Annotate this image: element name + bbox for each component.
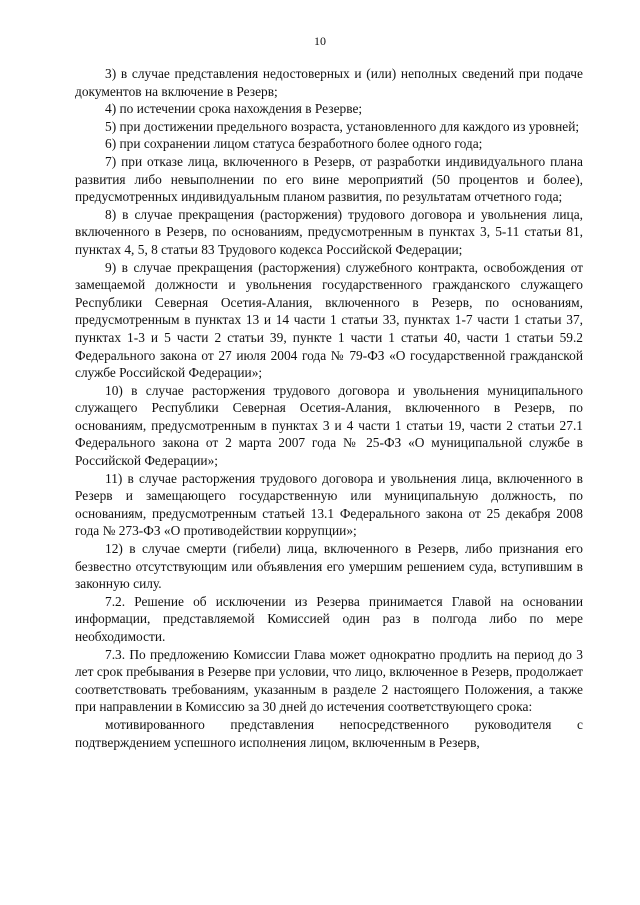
paragraph-item-6: 6) при сохранении лицом статуса безработного более одного года; xyxy=(105,136,483,152)
paragraph-item-11: 11) в случае расторжения трудового договора и увольнения лица, включенного в Резерв и замещающего государственную или муниципальную должность, по основаниям, предусмотренным статьей 13.1 Федерального закона от 25 декабря 2008 года № 273-ФЗ «О противодействии коррупции»; xyxy=(75,470,583,539)
paragraph-item-4: 4) по истечении срока нахождения в Резерве; xyxy=(105,101,363,117)
paragraph-item-5: 5) при достижении предельного возраста, установленного для каждого из уровней; xyxy=(105,118,580,134)
paragraph-clause-7-3: 7.3. По предложению Комиссии Глава может однократно продлить на период до 3 лет срок пребывания в Резерве при условии, что лицо, включенное в Резерв, продолжает соответствовать требованиям, указанным в разделе 2 настоящего Положения, а также при направлении в Комиссию за 30 дней до истечения соответствующего срока: xyxy=(75,646,583,715)
paragraph-item-10: 10) в случае расторжения трудового договора и увольнения муниципального служащего Республики Северная Осетия-Алания, включенного в Резерв, по основаниям, предусмотренным в пунктах 3 и 4 части 1 статьи 19, части 2 статьи 27.1 Федерального закона от 2 марта 2007 года № 25-ФЗ «О муниципальной службе в Российской Федерации»; xyxy=(75,382,583,469)
document-body xyxy=(75,65,583,751)
paragraph-item-9: 9) в случае прекращения (расторжения) служебного контракта, освобождения от замещаемой должности и увольнения государственного гражданского служащего Республики Северная Осетия-Алания, включенного в Резерв, по основаниям, предусмотренным в пунктах 13 и 14 части 1 статьи 33, пунктах 1-7 части 1 статьи 37, пунктах 1-3 и 5 части 2 статьи 39, пункте 1 части 1 статьи 40, части 1 статьи 59.2 Федерального закона от 27 июля 2004 года № 79-ФЗ «О государственной гражданской службе Российской Федерации»; xyxy=(75,259,583,381)
paragraph-item-8: 8) в случае прекращения (расторжения) трудового договора и увольнения лица, включенного в Резерв, по основаниям, предусмотренным в пунктах 3, 5-11 статьи 81, пунктах 4, 5, 8 статьи 83 Трудового кодекса Российской Федерации; xyxy=(75,206,583,257)
paragraph-item-12: 12) в случае смерти (гибели) лица, включенного в Резерв, либо признания его безвестно отсутствующим или объявления его умершим решением суда, вступившим в законную силу. xyxy=(75,541,583,592)
page-number: 10 xyxy=(314,34,326,48)
paragraph-continuation: мотивированного представления непосредственного руководителя с подтверждением успешного исполнения лицом, включенным в Резерв, xyxy=(75,716,583,750)
paragraph-clause-7-2: 7.2. Решение об исключении из Резерва принимается Главой на основании информации, представляемой Комиссией один раз в полгода либо по мере необходимости. xyxy=(75,593,583,644)
paragraph-item-7: 7) при отказе лица, включенного в Резерв, от разработки индивидуального плана развития либо невыполнении по его вине мероприятий (50 процентов и более), предусмотренных индивидуальным планом развития, по результатам отчетного года; xyxy=(75,153,583,205)
paragraph-item-3: 3) в случае представления недостоверных и (или) неполных сведений при подаче документов на включение в Резерв; xyxy=(75,66,583,99)
